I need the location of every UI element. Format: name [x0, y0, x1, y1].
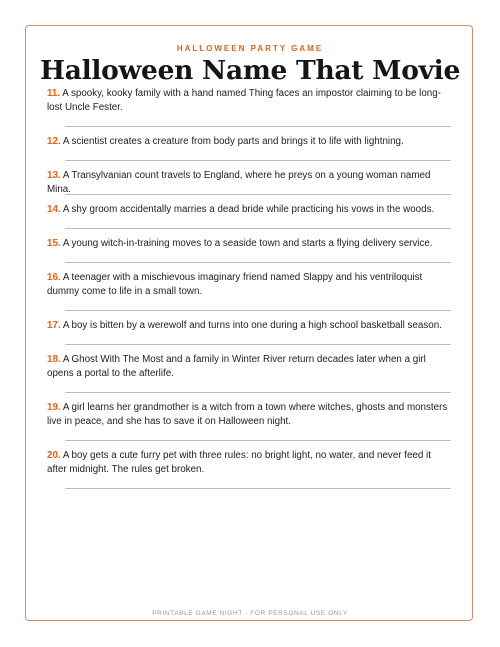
question-item: [47, 401, 453, 441]
question-text: [47, 319, 453, 333]
question-number: 11.: [47, 88, 61, 99]
question-prompt: A boy gets a cute furry pet with three rules: no bright light, no water, and never feed it after midnight. The rules get broken.: [47, 450, 431, 475]
question-item: [47, 319, 453, 345]
answer-line[interactable]: [65, 262, 451, 263]
question-prompt: A girl learns her grandmother is a witch from a town where witches, ghosts and monsters live in peace, and she has to save it on Halloween night.: [47, 402, 448, 427]
question-text: [47, 237, 453, 251]
question-item: [47, 203, 453, 229]
page-footer: PRINTABLE GAME NIGHT · FOR PERSONAL USE ONLY: [152, 610, 348, 617]
question-item: [47, 271, 453, 311]
answer-line[interactable]: [65, 228, 451, 229]
question-text: [47, 449, 453, 476]
question-text: [47, 135, 453, 149]
question-number: 16.: [47, 272, 61, 283]
question-text: [47, 353, 453, 380]
question-number: 12.: [47, 136, 61, 147]
question-number: 15.: [47, 238, 61, 249]
answer-line[interactable]: [65, 440, 451, 441]
answer-line[interactable]: [65, 194, 451, 195]
question-text: [47, 203, 453, 217]
question-prompt: A scientist creates a creature from body parts and brings it to life with lightning.: [62, 136, 404, 147]
question-number: 19.: [47, 402, 61, 413]
question-item: [47, 169, 453, 195]
page-title: Halloween Name That Movie: [39, 55, 461, 86]
question-number: 20.: [47, 450, 61, 461]
question-prompt: A Transylvanian count travels to England, where he preys on a young woman named Mina.: [47, 170, 431, 195]
question-item: [47, 353, 453, 393]
answer-line[interactable]: [65, 488, 451, 489]
answer-line[interactable]: [65, 126, 451, 127]
question-number: 14.: [47, 204, 61, 215]
question-item: [47, 87, 453, 127]
answer-line[interactable]: [65, 310, 451, 311]
question-text: [47, 271, 453, 298]
answer-line[interactable]: [65, 344, 451, 345]
question-text: [47, 169, 453, 195]
question-text: [47, 401, 453, 428]
question-number: 13.: [47, 170, 61, 181]
question-list: [47, 87, 453, 489]
question-text: [47, 87, 453, 114]
question-prompt: A young witch-in-training moves to a seaside town and starts a flying delivery service.: [62, 238, 433, 249]
question-prompt: A teenager with a mischievous imaginary friend named Slappy and his ventriloquist dummy come to life in a small town.: [47, 272, 423, 297]
answer-line[interactable]: [65, 392, 451, 393]
question-prompt: A boy is bitten by a werewolf and turns into one during a high school basketball season.: [62, 320, 442, 331]
answer-line[interactable]: [65, 160, 451, 161]
question-prompt: A shy groom accidentally marries a dead bride while practicing his vows in the woods.: [62, 204, 435, 215]
question-item: [47, 449, 453, 489]
eyebrow-label: HALLOWEEN PARTY GAME: [176, 44, 324, 53]
question-prompt: A spooky, kooky family with a hand named Thing faces an impostor claiming to be long-lost Uncle Fester.: [47, 88, 441, 113]
question-item: [47, 135, 453, 161]
question-item: [47, 237, 453, 263]
question-number: 17.: [47, 320, 61, 331]
question-prompt: A Ghost With The Most and a family in Winter River return decades later when a girl opens a portal to the afterlife.: [47, 354, 426, 379]
question-number: 18.: [47, 354, 61, 365]
